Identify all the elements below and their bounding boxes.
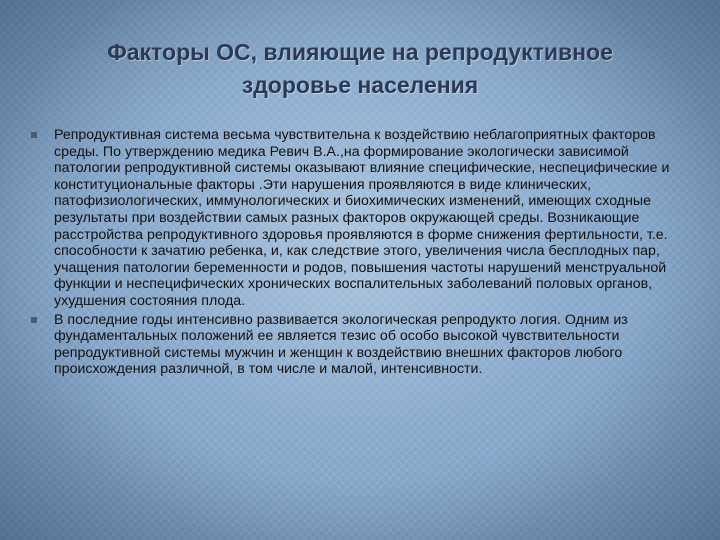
slide-title-line-1: Факторы ОС, влияющие на репродуктивное [107, 39, 613, 65]
bullet-list [30, 127, 692, 380]
bullet-text-2: В последние годы интенсивно развивается экологическая репродукто логия. Одним из фундаментальных положений ее является тезис об особо высокой чувствительности репродуктивной системы мужчин и женщин к воздействию внешних факторов любого происхождения различной, в том числе и малой, интенсивности. [54, 311, 628, 378]
square-bullet-icon [31, 132, 37, 138]
slide-title-line-2: здоровье населения [241, 72, 479, 98]
bullet-text-1: Репродуктивная система весьма чувствительна к воздействию неблагоприятных факторов среды. По утверждению медика Ревич В.А.,на формирование экологически зависимой патологии репродуктивной системы оказывают влияние специфические, неспецифические и конституциональные факторы .Эти нарушения проявляются в виде клинических, патофизиологических, иммунологических и биохимических изменений, имеющих сходные результаты при воздействии самых разных факторов окружающей среды. Возникающие расстройства репродуктивного здоровья проявляются в форме снижения фертильности, т.е. способности к зачатию ребенка, и, как следствие этого, увеличения числа бесплодных пар, учащения патологии беременности и родов, повышения частоты нарушений менструальной функции и неспецифических хронических воспалительных заболеваний половых органов, ухудшения состояния плода. [54, 127, 670, 309]
bullet-item-2 [30, 312, 692, 378]
bullet-item-1 [30, 127, 692, 310]
square-bullet-icon [31, 317, 37, 323]
slide-title [40, 36, 680, 102]
